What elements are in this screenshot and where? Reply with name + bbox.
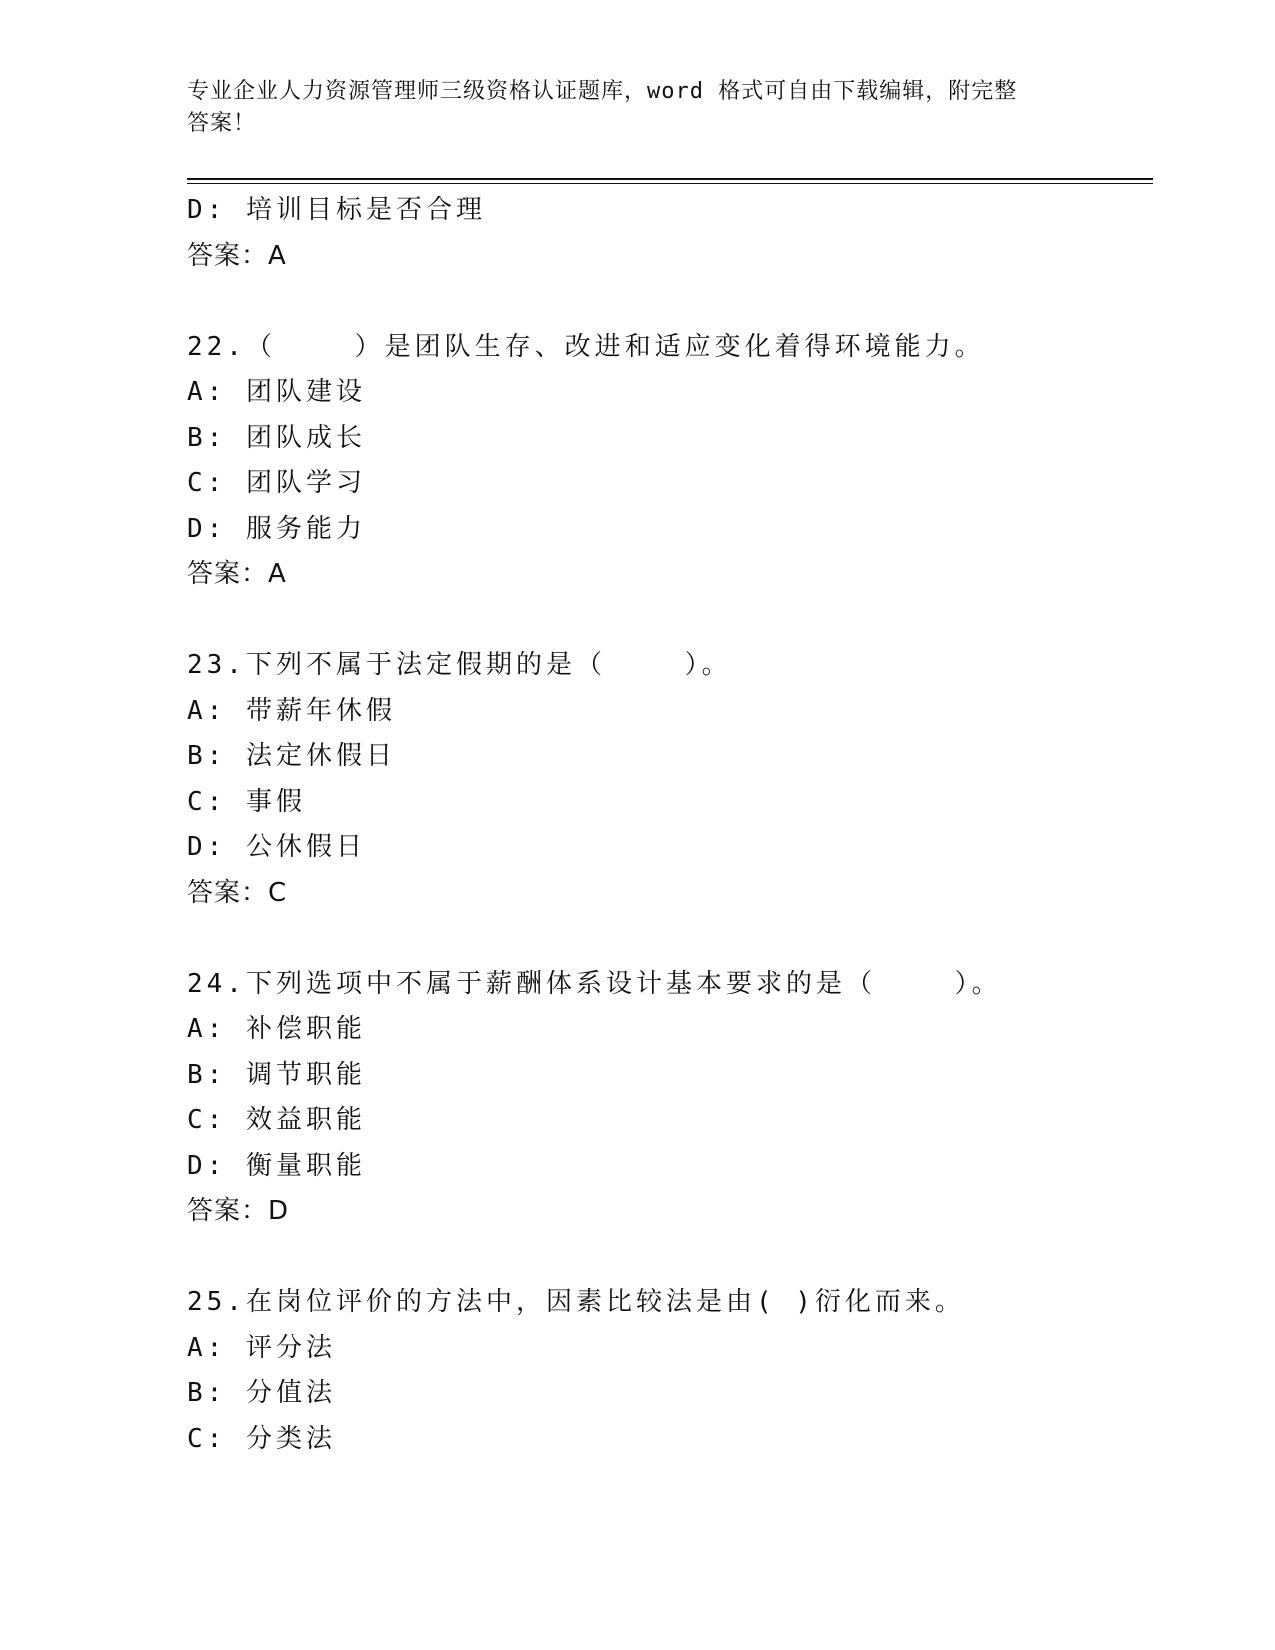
- spacer: [187, 598, 1153, 644]
- option-text: A: 团队建设: [187, 377, 366, 407]
- option-text: D: 公休假日: [187, 832, 366, 862]
- option-text: D: 培训目标是否合理: [187, 195, 486, 225]
- option-text: C: 分类法: [187, 1423, 336, 1454]
- option-text: A: 补偿职能: [187, 1014, 366, 1044]
- option-text: C: 事假: [187, 786, 306, 817]
- question-text: 25.在岗位评价的方法中，因素比较法是由( )衍化而来。: [187, 1287, 965, 1317]
- question-text: 24.下列选项中不属于薪酬体系设计基本要求的是（ ）。: [187, 968, 1002, 999]
- spacer: [187, 1235, 1153, 1281]
- answer-text: 答案：D: [187, 1196, 290, 1226]
- option-text: B: 法定休假日: [187, 741, 396, 771]
- option-text: D: 服务能力: [187, 513, 366, 544]
- option-text: A: 带薪年休假: [187, 695, 396, 726]
- header-divider-thick: [187, 178, 1153, 180]
- option-text: C: 团队学习: [187, 468, 366, 498]
- option-text: D: 衡量职能: [187, 1150, 366, 1181]
- option-text: C: 效益职能: [187, 1105, 366, 1135]
- spacer: [187, 916, 1153, 962]
- question-list: [187, 188, 1153, 1462]
- answer-text: 答案：A: [187, 559, 287, 589]
- option-text: B: 分值法: [187, 1378, 336, 1408]
- answer-text: 答案：C: [187, 877, 288, 908]
- document-header: 专业企业人力资源管理师三级资格认证题库，word 格式可自由下载编辑，附完整 答案！: [187, 79, 1018, 136]
- option-text: B: 团队成长: [187, 422, 366, 453]
- option-text: B: 调节职能: [187, 1059, 366, 1090]
- spacer: [187, 279, 1153, 325]
- question-text: 22.（ ）是团队生存、改进和适应变化着得环境能力。: [187, 331, 985, 362]
- option-text: A: 评分法: [187, 1332, 336, 1363]
- header-divider-thin: [187, 183, 1153, 184]
- answer-text: 答案：A: [187, 240, 287, 271]
- question-text: 23.下列不属于法定假期的是（ ）。: [187, 650, 732, 680]
